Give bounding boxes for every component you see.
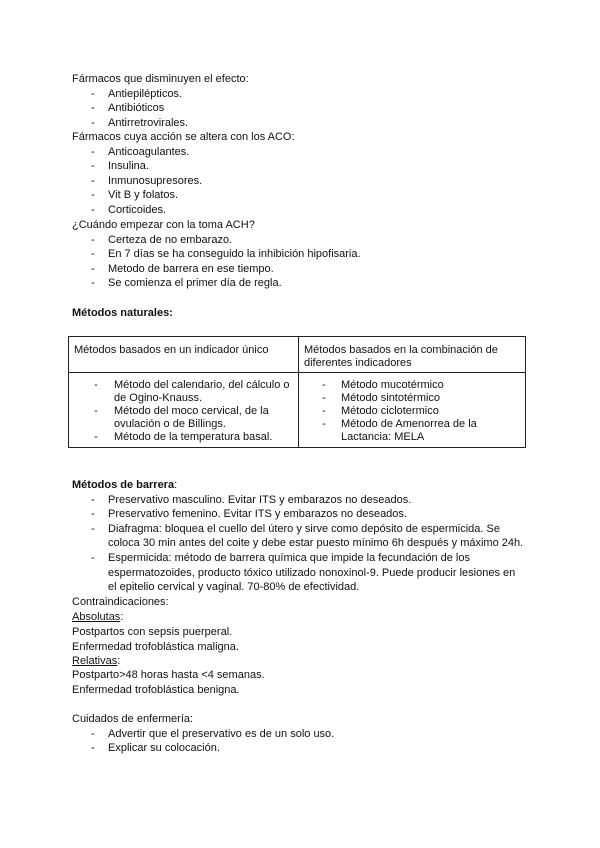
list-item-continuation: espermatozoides, producto tóxico utilizado nonoxinol-9. Puede producir lesiones en <box>108 567 516 579</box>
relativas-label-text: Relativas <box>72 655 118 667</box>
list-item: Explicar su colocación. <box>108 742 220 754</box>
bullet-dash: - <box>91 277 95 289</box>
list-item: Anticoagulantes. <box>108 146 190 158</box>
bullet-dash: - <box>91 189 95 201</box>
bullet-dash: - <box>94 379 98 391</box>
list-item: Preservativo masculino. Evitar ITS y embarazos no deseados. <box>108 494 412 506</box>
list-item-continuation: el epitelio cervical y vaginal. 70-80% de efectividad. <box>108 581 360 593</box>
list-item: En 7 días se ha conseguido la inhibición hipofisaria. <box>108 248 361 260</box>
table-cell-line: Método ciclotermico <box>341 405 439 417</box>
list-item-continuation: coloca 30 min antes del coite y debe estar puesto mínimo 6h después y máximo 24h. <box>108 537 524 549</box>
relativas-label <box>72 654 120 668</box>
bullet-dash: - <box>91 742 95 754</box>
absolutas-suffix: : <box>120 611 124 623</box>
section-heading-farmacos-alterada: Fármacos cuya acción se altera con los ACO: <box>72 131 295 143</box>
list-item: Certeza de no embarazo. <box>108 234 233 246</box>
absolutas-label <box>72 610 123 624</box>
list-item: Antibióticos <box>108 102 165 114</box>
bullet-dash: - <box>91 523 95 535</box>
bullet-dash: - <box>91 552 95 564</box>
bullet-dash: - <box>91 728 95 740</box>
contraindicaciones-heading: Contraindicaciones: <box>72 596 169 608</box>
bullet-dash: - <box>94 405 98 417</box>
list-item: Advertir que el preservativo es de un solo uso. <box>108 728 335 740</box>
bullet-dash: - <box>322 392 326 404</box>
table-header-col1: Métodos basados en un indicador único <box>74 344 269 356</box>
list-item: Preservativo femenino. Evitar ITS y embarazos no deseados. <box>108 508 407 520</box>
section-heading-farmacos-disminuyen: Fármacos que disminuyen el efecto: <box>72 73 249 85</box>
methods-table <box>68 336 526 448</box>
bullet-dash: - <box>91 204 95 216</box>
relativas-suffix: : <box>117 655 121 667</box>
section-heading-metodos-barrera <box>72 478 177 492</box>
list-item: Vit B y folatos. <box>108 189 179 201</box>
table-cell-line: Método del moco cervical, de la <box>114 405 269 417</box>
bullet-dash: - <box>91 263 95 275</box>
bullet-dash: - <box>91 175 95 187</box>
heading-text: Métodos de barrera <box>72 479 175 491</box>
table-cell-line: de Ogino-Knauss. <box>114 392 203 404</box>
bullet-dash: - <box>94 431 98 443</box>
bullet-dash: - <box>91 508 95 520</box>
absolutas-label-text: Absolutas <box>72 611 121 623</box>
list-item: Se comienza el primer día de regla. <box>108 277 282 289</box>
section-heading-metodos-naturales: Métodos naturales: <box>72 307 173 319</box>
bullet-dash: - <box>91 160 95 172</box>
relativas-item: Postparto>48 horas hasta <4 semanas. <box>72 669 265 681</box>
list-item: Antirretrovirales. <box>108 117 189 129</box>
list-item: Metodo de barrera en ese tiempo. <box>108 263 274 275</box>
table-cell-line: Método de la temperatura basal. <box>114 431 273 443</box>
bullet-dash: - <box>322 379 326 391</box>
table-cell-line: ovulación o de Billings. <box>114 418 226 430</box>
table-cell-line: Método de Amenorrea de la <box>341 418 477 430</box>
list-item: Inmunosupresores. <box>108 175 203 187</box>
absolutas-item: Postpartos con sepsis puerperal. <box>72 626 233 638</box>
table-column-divider <box>298 337 299 447</box>
list-item: Corticoides. <box>108 204 167 216</box>
bullet-dash: - <box>91 494 95 506</box>
table-cell-line: Lactancia: MELA <box>341 431 425 443</box>
bullet-dash: - <box>91 234 95 246</box>
bullet-dash: - <box>91 88 95 100</box>
table-header-col2-line1: Métodos basados en la combinación de <box>304 344 498 356</box>
section-heading-cuidados: Cuidados de enfermería: <box>72 713 194 725</box>
bullet-dash: - <box>91 146 95 158</box>
bullet-dash: - <box>91 248 95 260</box>
absolutas-item: Enfermedad trofoblástica maligna. <box>72 641 239 653</box>
table-cell-line: Método sintotérmico <box>341 392 441 404</box>
relativas-item: Enfermedad trofoblástica benigna. <box>72 684 240 696</box>
bullet-dash: - <box>91 117 95 129</box>
table-cell-line: Método mucotérmico <box>341 379 444 391</box>
heading-suffix: : <box>174 479 178 491</box>
list-item: Insulina. <box>108 160 149 172</box>
table-header-col2-line2: diferentes indicadores <box>304 357 412 369</box>
table-cell-line: Método del calendario, del cálculo o <box>114 379 290 391</box>
section-heading-cuando-empezar: ¿Cuándo empezar con la toma ACH? <box>72 219 255 231</box>
table-header-divider <box>69 372 525 373</box>
list-item: Espermicida: método de barrera química que impide la fecundación de los <box>108 552 470 564</box>
bullet-dash: - <box>322 418 326 430</box>
list-item: Antiepilépticos. <box>108 88 182 100</box>
bullet-dash: - <box>91 102 95 114</box>
bullet-dash: - <box>322 405 326 417</box>
list-item: Diafragma: bloquea el cuello del útero y sirve como depósito de espermicida. Se <box>108 523 500 535</box>
